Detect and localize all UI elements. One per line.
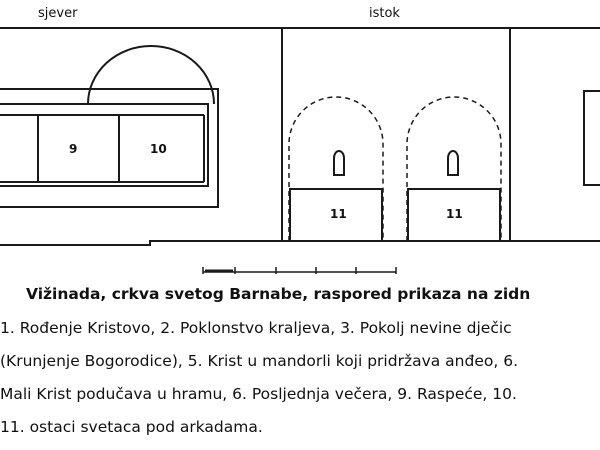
caption-line-4: 11. ostaci svetaca pod arkadama. — [0, 418, 263, 436]
wall-bottom-line — [0, 241, 600, 245]
east-wall-label: istok — [369, 6, 400, 21]
panel-label-11-right: 11 — [446, 207, 463, 221]
north-outer-frame — [0, 89, 218, 207]
scale-bar — [203, 267, 396, 274]
lunette-arch — [88, 46, 214, 104]
caption-title: Vižinada, crkva svetog Barnabe, raspored prikaza na zidn — [26, 285, 531, 303]
window-right — [448, 151, 458, 175]
panel-label-9: 9 — [69, 142, 78, 156]
north-inner-frame — [0, 104, 208, 186]
window-left — [334, 151, 344, 175]
panel-label-10: 10 — [150, 142, 167, 156]
panel-label-11-left: 11 — [330, 207, 347, 221]
caption-line-1: 1. Rođenje Kristovo, 2. Poklonstvo kraljeva, 3. Pokolj nevine dječic — [0, 319, 512, 337]
caption-line-3: Mali Krist podučava u hramu, 6. Posljednja večera, 9. Raspeće, 10. — [0, 385, 517, 403]
north-wall-label: sjever — [38, 6, 78, 21]
east-edge-frame — [584, 91, 600, 185]
caption-line-2: (Krunjenje Bogorodice), 5. Krist u mandorli koji pridržava anđeo, 6. — [0, 352, 519, 370]
